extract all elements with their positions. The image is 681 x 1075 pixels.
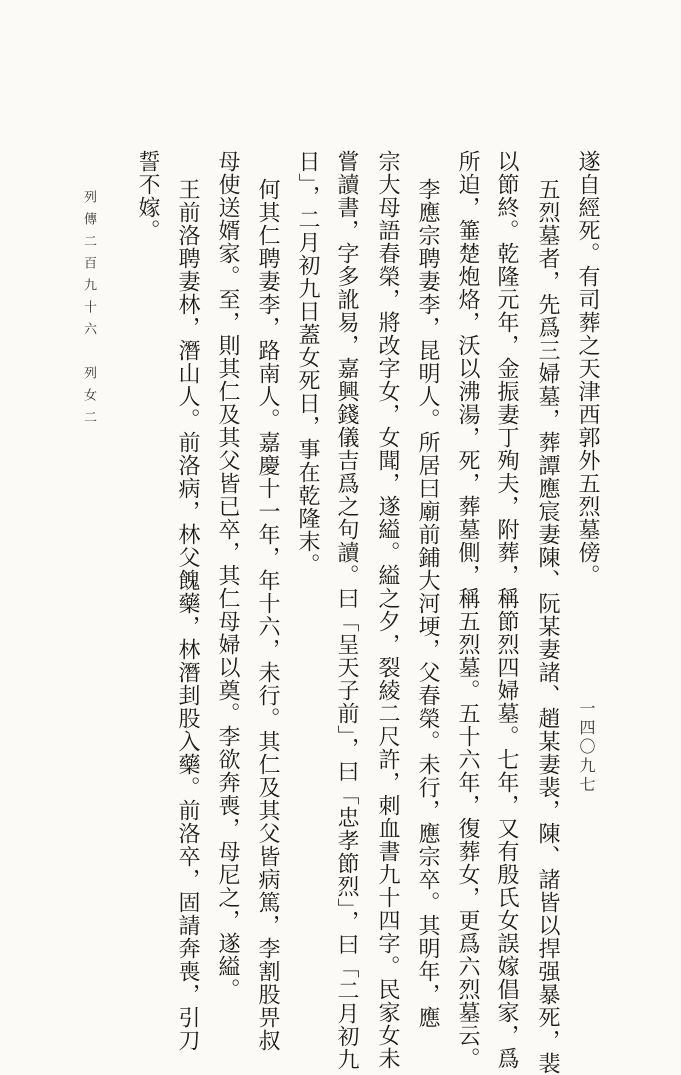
text-column-11: 王前洛聘妻林，潛山人。前洛病，林父餽藥，林潛刲股入藥。前洛卒，固請奔喪，引刀	[175, 178, 200, 1052]
text-column-2: 五烈墓者，先爲三婦墓，葬譚應宸妻陳、阮某妻諸、趙某妻裴，陳、諸皆以捍强暴死，裴	[535, 178, 560, 1075]
page-number: 一四〇九七	[577, 700, 596, 795]
running-header: 列傳二百九十六 列女二	[81, 190, 96, 432]
text-column-1: 遂自經死。有司葬之天津西郭外五烈墓傍。	[575, 150, 600, 587]
text-column-12: 誓不嫁。	[135, 150, 160, 242]
text-column-9: 何其仁聘妻李，路南人。嘉慶十一年，年十六，未行。其仁及其父皆病篤，李割股畀叔	[255, 178, 280, 1052]
text-column-6: 宗大母語春榮，將改字女，女聞，遂縊。縊之夕，裂綾二尺許，刺血書九十四字。民家女未	[375, 150, 400, 1070]
text-column-4: 所迫，箠楚炮烙，沃以沸湯，死，葬墓側，稱五烈墓。五十六年，復葬女，更爲六烈墓云。	[455, 150, 480, 1070]
text-column-3: 以節終。乾隆元年，金振妻丁殉夫，附葬，稱節烈四婦墓。七年，又有殷氏女誤嫁倡家，爲	[494, 150, 519, 1070]
text-column-5: 李應宗聘妻李，昆明人。所居曰廟前鋪大河埂，父春榮。未行，應宗卒。其明年，應	[415, 178, 440, 1029]
text-column-10: 母使送婿家。至，則其仁及其父皆已卒，其仁母婦以奠。李欲奔喪，母尼之，遂縊。	[215, 150, 240, 1001]
text-column-8: 日」，二月初九日蓋女死日，事在乾隆末。	[295, 150, 320, 576]
text-column-7: 嘗讀書，字多訛易，嘉興錢儀吉爲之句讀。曰「呈天子前」，曰「忠孝節烈」，曰「二月初九	[334, 150, 359, 1071]
